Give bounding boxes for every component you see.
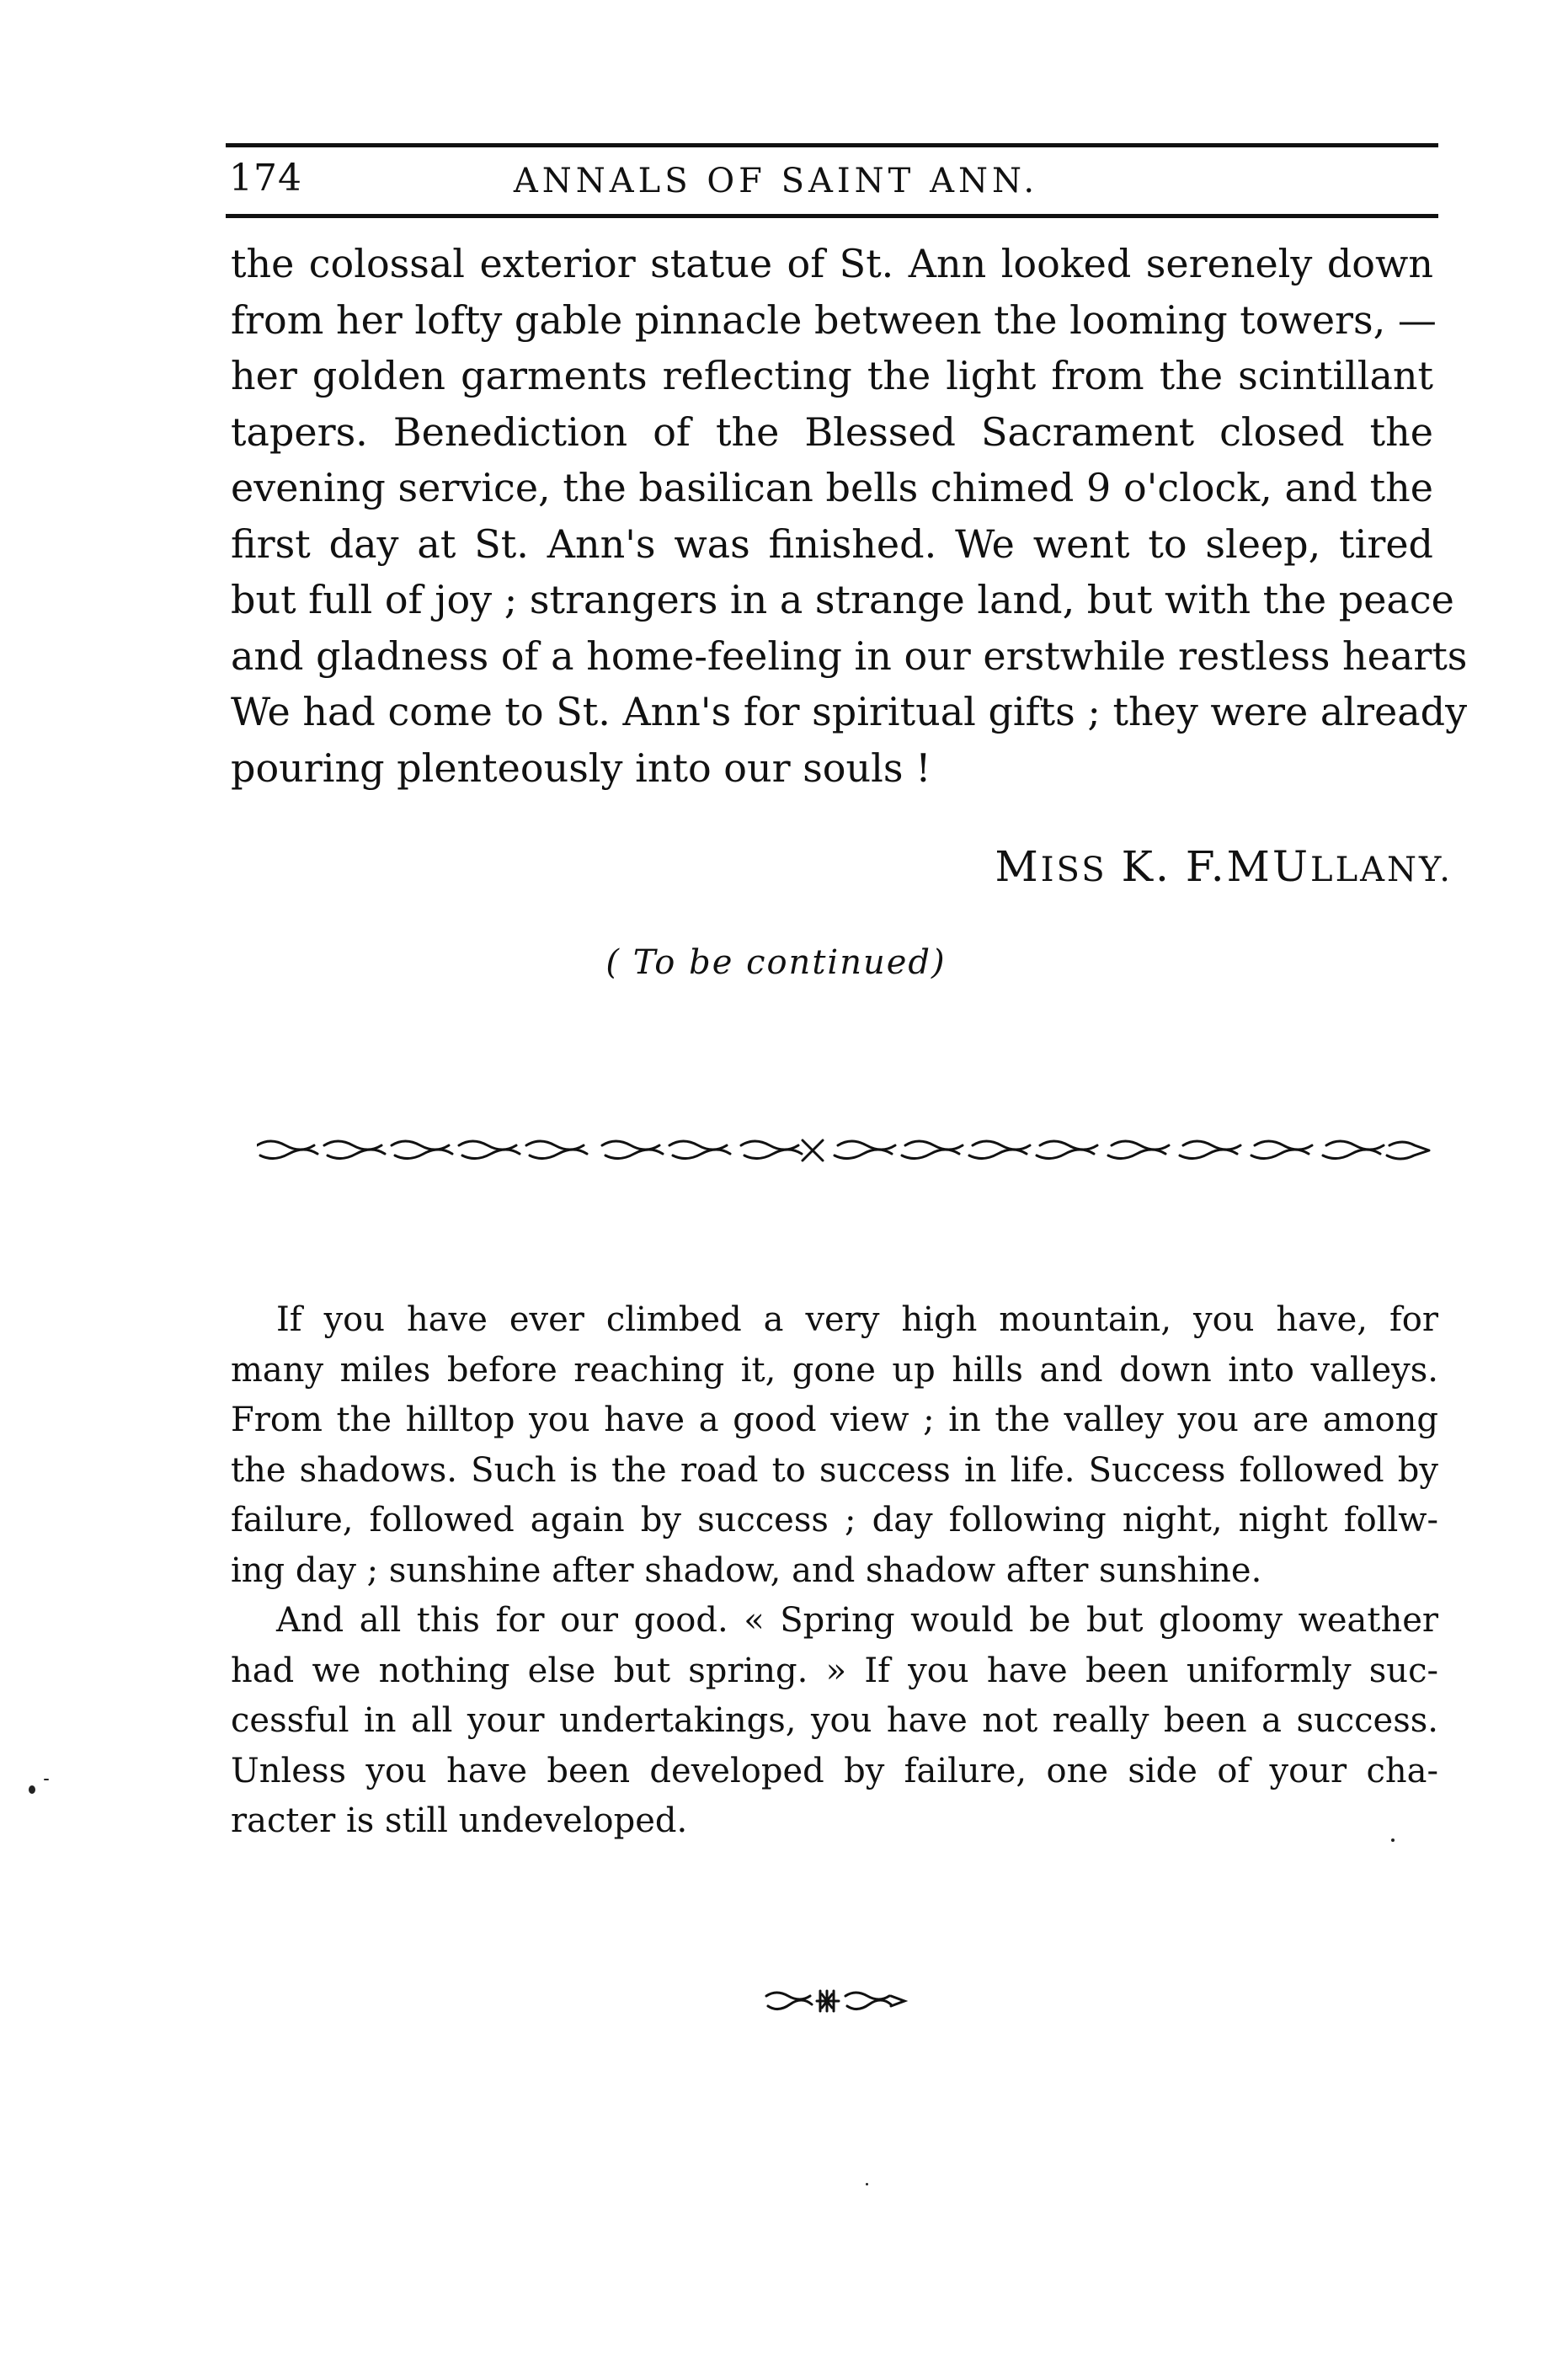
text-line: tapers. Benediction of the Blessed Sacrament closed the: [231, 408, 1433, 455]
text-line: and gladness of a home-feeling in our erstwhile restless hearts: [231, 632, 1468, 679]
header-rule-top: [226, 143, 1438, 147]
print-speck: [44, 1779, 49, 1780]
text-line: If you have ever climbed a very high mountain, you have, for: [276, 1300, 1438, 1339]
page-number: 174: [229, 157, 302, 200]
scroll-divider-ornament: [257, 1134, 1432, 1167]
text-line: We had come to St. Ann's for spiritual gifts ; they were already: [231, 689, 1468, 734]
text-line: many miles before reaching it, gone up hills and down into valleys.: [231, 1350, 1438, 1390]
text-line: her golden garments reflecting the light from the scintillant: [231, 353, 1433, 398]
text-line: had we nothing else but spring. » If you have been uniformly suc-: [231, 1651, 1438, 1690]
text-line: from her lofty gable pinnacle between the looming towers, —: [231, 296, 1437, 343]
text-line: the colossal exterior statue of St. Ann looked serenely down: [231, 241, 1433, 286]
text-line: And all this for our good. « Spring would be but gloomy weather: [276, 1601, 1438, 1640]
text-line: Unless you have been developed by failure, one side of your cha-: [231, 1751, 1438, 1790]
to-be-continued-note: ( To be continued): [605, 943, 947, 982]
text-line: the shadows. Such is the road to success in life. Success followed by: [231, 1450, 1438, 1490]
text-line: cessful in all your undertakings, you have not really been a success.: [231, 1701, 1438, 1740]
text-line: failure, followed again by success ; day following night, night follw-: [231, 1501, 1438, 1540]
article-closing-paragraph: [231, 236, 1468, 796]
header-rule-bottom: [226, 214, 1438, 218]
text-line: From the hilltop you have a good view ; in the valley you are among: [231, 1401, 1438, 1439]
author-signature: MISS K. F.MULLANY.: [995, 842, 1453, 891]
essay-paragraph: [231, 1295, 1438, 1847]
text-line: first day at St. Ann's was finished. We went to sleep, tired: [231, 520, 1433, 567]
text-line: pouring plenteously into our souls !: [231, 744, 931, 791]
print-speck: [866, 2183, 868, 2185]
text-line: evening service, the basilican bells chimed 9 o'clock, and the: [231, 465, 1433, 510]
print-speck: [1391, 1838, 1395, 1842]
text-line: but full of joy ; strangers in a strange land, but with the peace: [231, 577, 1454, 622]
running-head: ANNALS OF SAINT ANN.: [513, 162, 1039, 200]
print-speck: [29, 1785, 35, 1794]
text-line: ing day ; sunshine after shadow, and shadow after sunshine.: [231, 1550, 1262, 1590]
text-line: racter is still undeveloped.: [231, 1801, 688, 1840]
tailpiece-ornament: [765, 1986, 908, 2016]
